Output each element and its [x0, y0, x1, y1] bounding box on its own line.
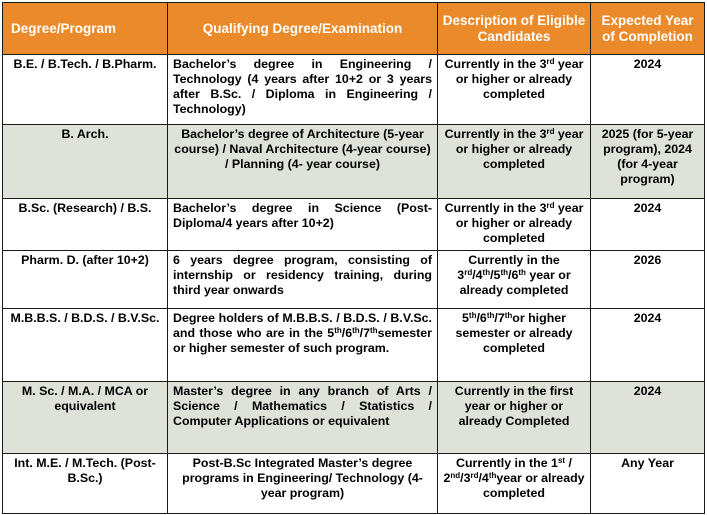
description-cell: Currently in the first year or higher or already Completed [438, 382, 591, 454]
program-cell: Pharm. D. (after 10+2) [3, 251, 168, 309]
eligibility-table-container [2, 2, 705, 514]
year-cell: 2024 [591, 382, 705, 454]
header-row [3, 3, 705, 55]
header-degree-program: Degree/Program [3, 3, 168, 55]
description-cell: Currently in the 3rd/4th/5th/6th year or already completed [438, 251, 591, 309]
table-row [3, 125, 705, 199]
year-cell: Any Year [591, 454, 705, 514]
table-row [3, 251, 705, 309]
description-cell: Currently in the 1st / 2nd/3rd/4thyear or already completed [438, 454, 591, 514]
header-qualifying-degree: Qualifying Degree/Examination [168, 3, 438, 55]
qualifying-cell: Bachelor’s degree of Architecture (5-year course) / Naval Architecture (4-year course) / Planning (4- year course) [168, 125, 438, 199]
program-cell: M. Sc. / M.A. / MCA or equivalent [3, 382, 168, 454]
program-cell: Int. M.E. / M.Tech. (Post-B.Sc.) [3, 454, 168, 514]
qualifying-cell: 6 years degree program, consisting of internship or residency training, during third year onwards [168, 251, 438, 309]
year-cell: 2024 [591, 309, 705, 382]
header-expected-year: Expected Year of Completion [591, 3, 705, 55]
description-cell: 5th/6th/7thor higher semester or already completed [438, 309, 591, 382]
year-cell: 2024 [591, 55, 705, 125]
table-row [3, 199, 705, 251]
description-cell: Currently in the 3rd year or higher or already completed [438, 199, 591, 251]
table-row [3, 382, 705, 454]
program-cell: B.E. / B.Tech. / B.Pharm. [3, 55, 168, 125]
description-cell: Currently in the 3rd year or higher or already completed [438, 125, 591, 199]
program-cell: B. Arch. [3, 125, 168, 199]
year-cell: 2025 (for 5-year program), 2024 (for 4-year program) [591, 125, 705, 199]
description-cell: Currently in the 3rd year or higher or already completed [438, 55, 591, 125]
qualifying-cell: Master’s degree in any branch of Arts / Science / Mathematics / Statistics / Computer Applications or equivalent [168, 382, 438, 454]
year-cell: 2024 [591, 199, 705, 251]
eligibility-table [2, 2, 705, 514]
program-cell: M.B.B.S. / B.D.S. / B.V.Sc. [3, 309, 168, 382]
year-cell: 2026 [591, 251, 705, 309]
table-row [3, 454, 705, 514]
qualifying-cell: Post-B.Sc Integrated Master’s degree programs in Engineering/ Technology (4-year program) [168, 454, 438, 514]
table-row [3, 309, 705, 382]
table-row [3, 55, 705, 125]
qualifying-cell: Bachelor’s degree in Science (Post-Diploma/4 years after 10+2) [168, 199, 438, 251]
qualifying-cell: Bachelor’s degree in Engineering / Technology (4 years after 10+2 or 3 years after B.Sc. / Diploma in Engineering / Technology) [168, 55, 438, 125]
header-description: Description of Eligible Candidates [438, 3, 591, 55]
qualifying-cell: Degree holders of M.B.B.S. / B.D.S. / B.V.Sc. and those who are in the 5th/6th/7thsemester or higher semester of such program. [168, 309, 438, 382]
program-cell: B.Sc. (Research) / B.S. [3, 199, 168, 251]
